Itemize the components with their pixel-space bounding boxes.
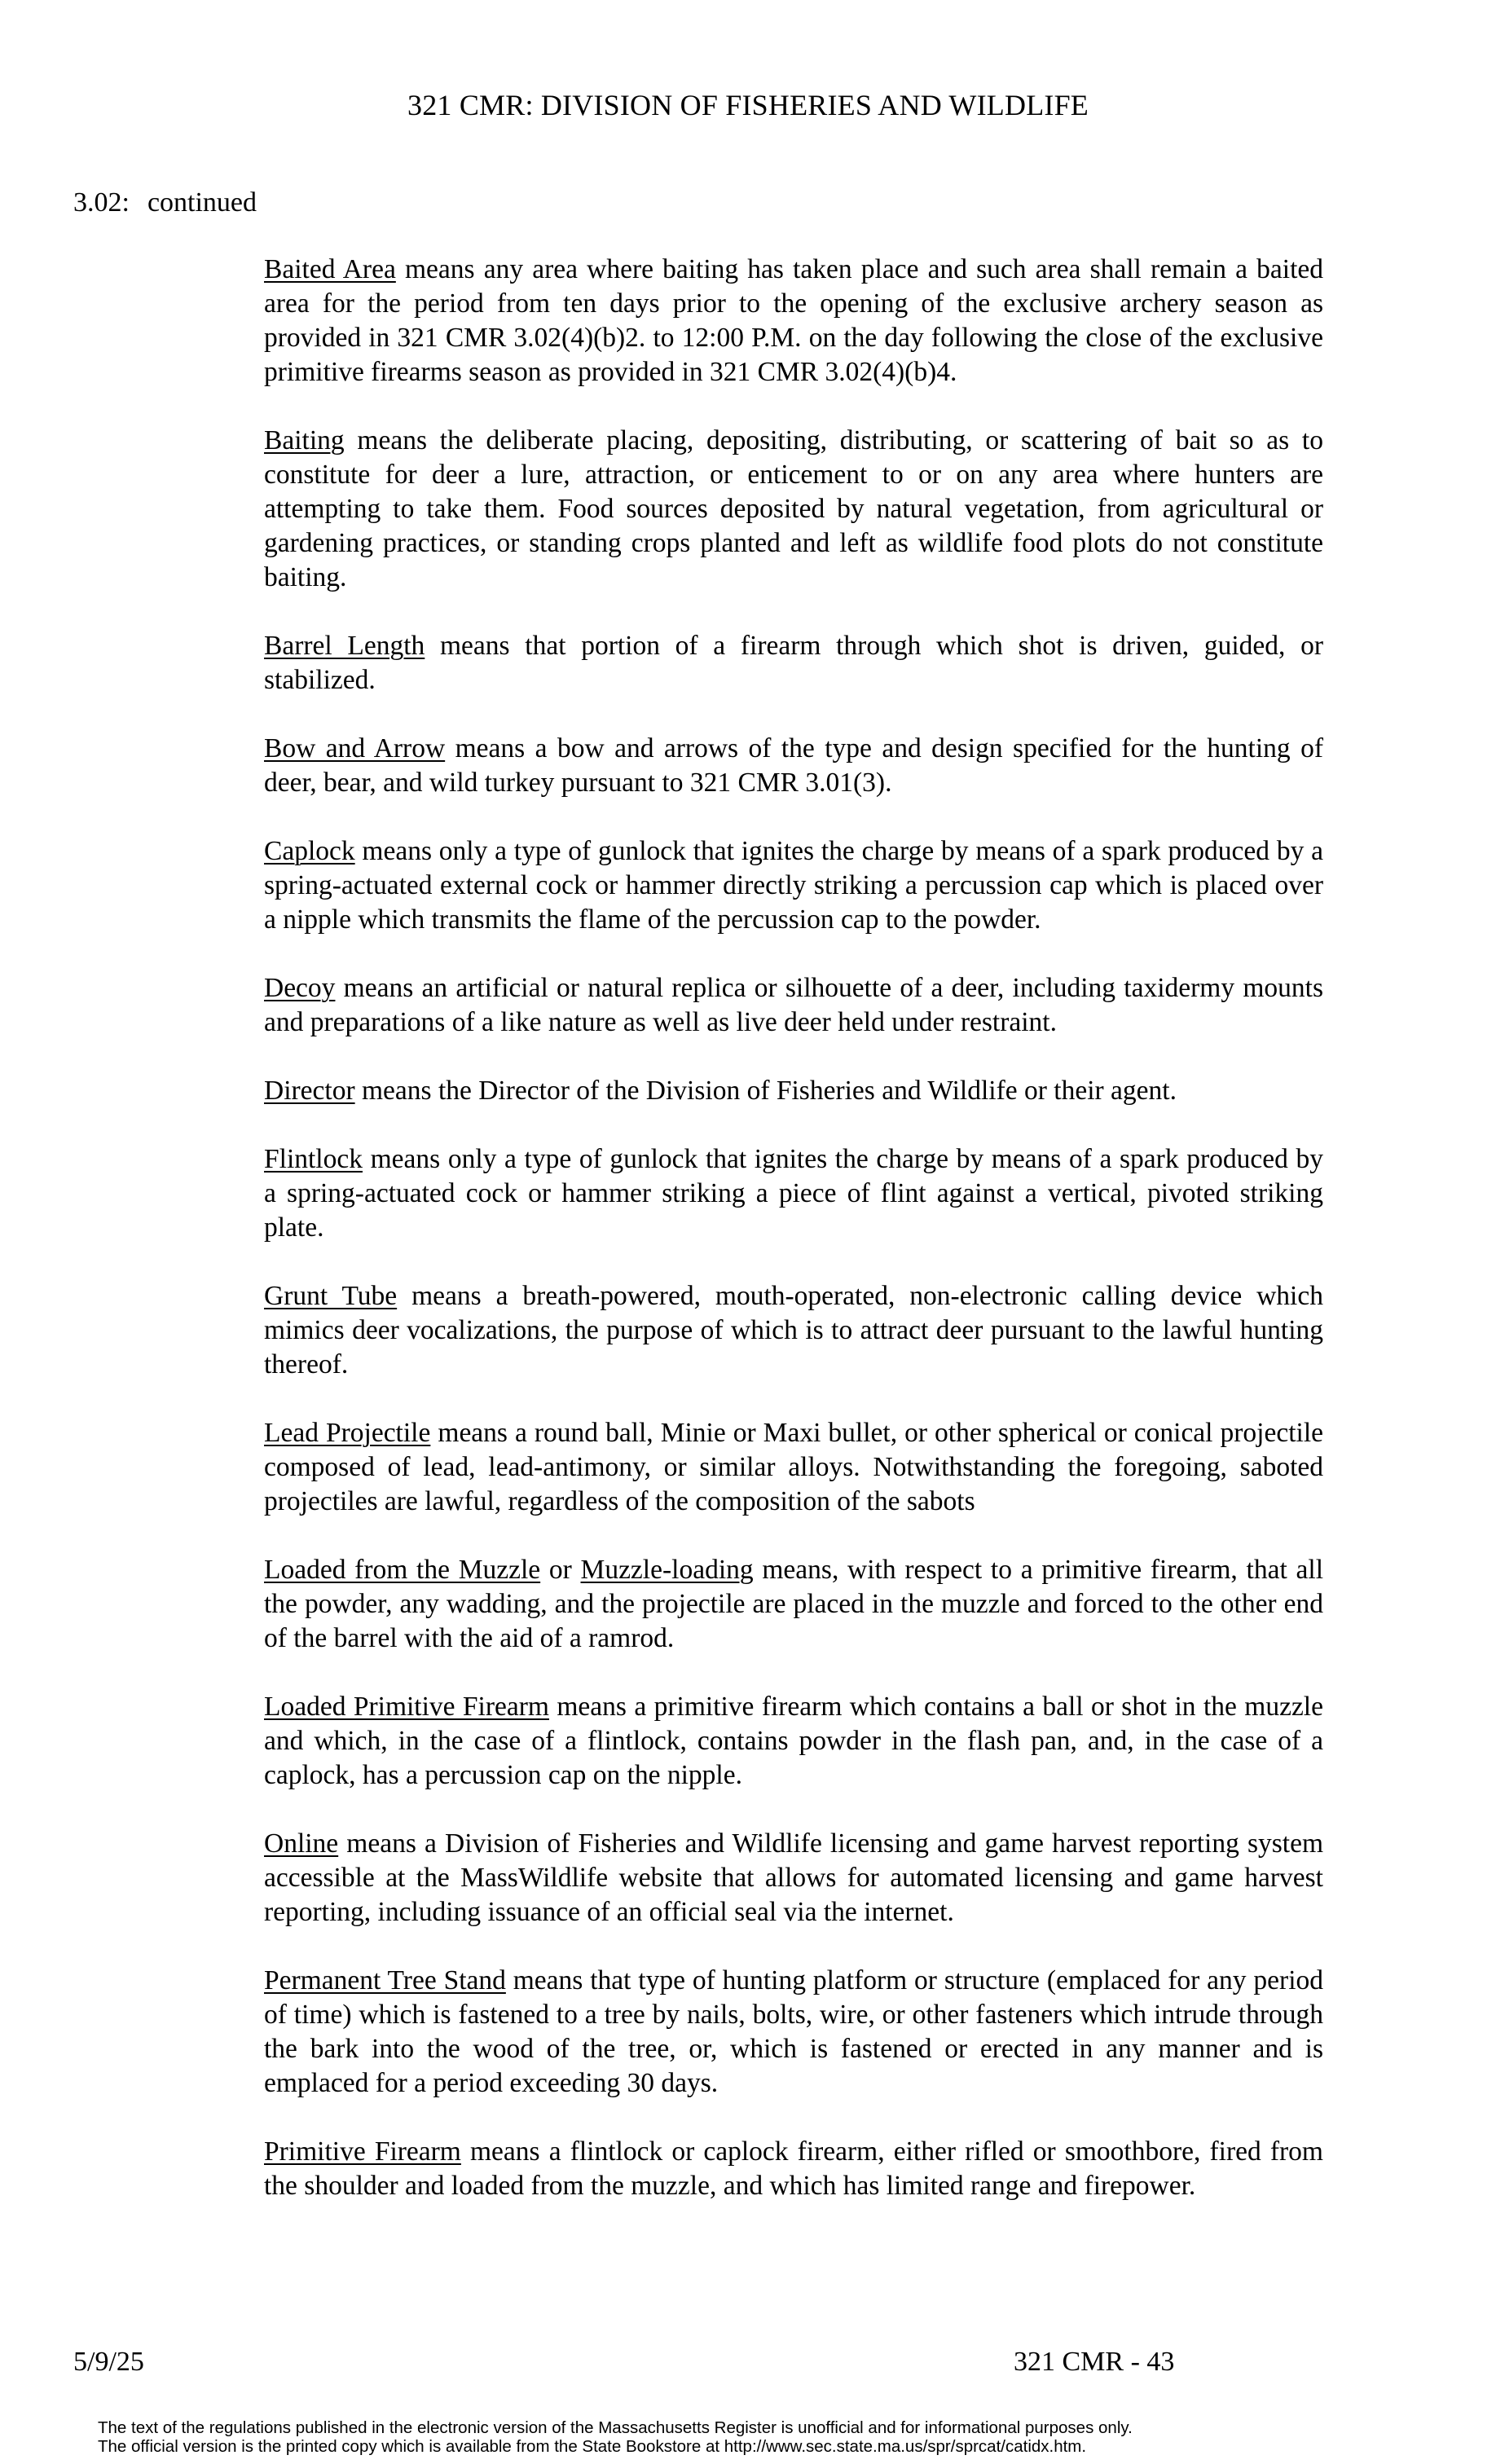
definition-text: means an artificial or natural replica or silhouette of a deer, including taxidermy mounts and preparations of a like nature as well as live deer held under restraint.	[264, 973, 1323, 1037]
definition-text: means a flintlock or caplock firearm, either rifled or smoothbore, fired from the shoulder and loaded from the muzzle, and which has limited range and firepower.	[264, 2136, 1323, 2201]
definitions-list	[264, 253, 1323, 2237]
term-director: Director	[264, 1076, 355, 1106]
definition-text: means the Director of the Division of Fisheries and Wildlife or their agent.	[354, 1076, 1177, 1106]
page-date: 5/9/25	[73, 2347, 144, 2377]
definition-barrel-length	[264, 629, 1323, 697]
page-number: 321 CMR - 43	[1014, 2347, 1175, 2377]
term-barrel-length: Barrel Length	[264, 631, 425, 661]
definition-text: means that portion of a firearm through which shot is driven, guided, or stabilized.	[264, 631, 1323, 695]
definition-baiting	[264, 424, 1323, 595]
term-online: Online	[264, 1828, 339, 1859]
term-loaded-primitive-firearm: Loaded Primitive Firearm	[264, 1692, 549, 1722]
term-muzzle-loading: Muzzle-loading	[580, 1555, 754, 1585]
definition-director	[264, 1074, 1323, 1108]
definition-text: means any area where baiting has taken place and such area shall remain a baited area for the period from ten days prior to the opening of the exclusive archery season as provided in 321 CMR 3.02(4)(b)2. to 12:00 P.M. on the day following the close of the exclusive primitive firearms season as provided in 321 CMR 3.02(4)(b)4.	[264, 254, 1324, 387]
definition-text: means a primitive firearm which contains a ball or shot in the muzzle and which, in the case of a flintlock, contains powder in the flash pan, and, in the case of a caplock, has a percussion cap on the nipple.	[264, 1692, 1323, 1790]
page-header: 321 CMR: DIVISION OF FISHERIES AND WILDLIFE	[407, 89, 1089, 121]
term-decoy: Decoy	[264, 973, 336, 1003]
disclaimer-line: The text of the regulations published in the electronic version of the Massachusetts Register is unofficial and for informational purposes only.	[98, 2418, 1133, 2437]
definition-text: means a Division of Fisheries and Wildlife licensing and game harvest reporting system accessible at the MassWildlife website that allows for automated licensing and game harvest reporting, including issuance of an official seal via the internet.	[264, 1828, 1323, 1927]
section-continued: continued	[147, 187, 257, 218]
term-lead-projectile: Lead Projectile	[264, 1418, 431, 1448]
definition-primitive-firearm	[264, 2135, 1323, 2203]
term-connector: or	[540, 1555, 581, 1585]
definition-bow-and-arrow	[264, 732, 1323, 800]
term-baited-area: Baited Area	[264, 254, 396, 284]
definition-text: means a bow and arrows of the type and design specified for the hunting of deer, bear, and wild turkey pursuant to 321 CMR 3.01(3).	[264, 733, 1324, 798]
definition-baited-area	[264, 253, 1323, 389]
definition-text: means only a type of gunlock that ignites the charge by means of a spark produced by a spring-actuated cock or hammer striking a piece of flint against a vertical, pivoted striking plate.	[264, 1144, 1323, 1243]
term-primitive-firearm: Primitive Firearm	[264, 2136, 461, 2167]
section-number: 3.02:	[73, 187, 130, 218]
definition-permanent-tree-stand	[264, 1964, 1323, 2101]
section-label	[73, 187, 257, 218]
term-bow-and-arrow: Bow and Arrow	[264, 733, 446, 763]
term-flintlock: Flintlock	[264, 1144, 363, 1174]
disclaimer-line: The official version is the printed copy which is available from the State Bookstore at http://www.sec.state.ma.us/spr/sprcat/catidx.htm.	[98, 2437, 1087, 2456]
definition-flintlock	[264, 1142, 1323, 1245]
definition-text: means a round ball, Minie or Maxi bullet, or other spherical or conical projectile composed of lead, lead-antimony, or similar alloys. Notwithstanding the foregoing, saboted projectiles are lawful, regardless of the composition of the sabots	[264, 1418, 1324, 1516]
definition-text: means the deliberate placing, depositing, distributing, or scattering of bait so as to constitute for deer a lure, attraction, or enticement to or on any area where hunters are attempting to take them. Food sources deposited by natural vegetation, from agricultural or gardening practices, or standing crops planted and left as wildlife food plots do not constitute baiting.	[264, 425, 1323, 592]
definition-loaded-from-the-muzzle	[264, 1553, 1323, 1656]
term-permanent-tree-stand: Permanent Tree Stand	[264, 1965, 506, 1995]
definition-loaded-primitive-firearm	[264, 1690, 1323, 1793]
term-baiting: Baiting	[264, 425, 345, 455]
term-grunt-tube: Grunt Tube	[264, 1281, 398, 1311]
definition-online	[264, 1827, 1323, 1929]
definition-lead-projectile	[264, 1416, 1323, 1519]
definition-decoy	[264, 971, 1323, 1040]
definition-caplock	[264, 834, 1323, 937]
definition-text: means a breath-powered, mouth-operated, non-electronic calling device which mimics deer vocalizations, the purpose of which is to attract deer pursuant to the lawful hunting thereof.	[264, 1281, 1323, 1379]
term-caplock: Caplock	[264, 836, 355, 866]
definition-text: means, with respect to a primitive firearm, that all the powder, any wadding, and the projectile are placed in the muzzle and forced to the other end of the barrel with the aid of a ramrod.	[264, 1555, 1323, 1653]
term-loaded-from-the-muzzle: Loaded from the Muzzle	[264, 1555, 541, 1585]
definition-text: means that type of hunting platform or structure (emplaced for any period of time) which is fastened to a tree by nails, bolts, wire, or other fasteners which intrude through the bark into the wood of the tree, or, which is fastened or erected in any manner and is emplaced for a period exceeding 30 days.	[264, 1965, 1323, 2098]
definition-grunt-tube	[264, 1279, 1323, 1382]
footer-disclaimer	[98, 2418, 1133, 2456]
definition-text: means only a type of gunlock that ignites the charge by means of a spark produced by a spring-actuated external cock or hammer directly striking a percussion cap which is placed over a nipple which transmits the flame of the percussion cap to the powder.	[264, 836, 1323, 935]
